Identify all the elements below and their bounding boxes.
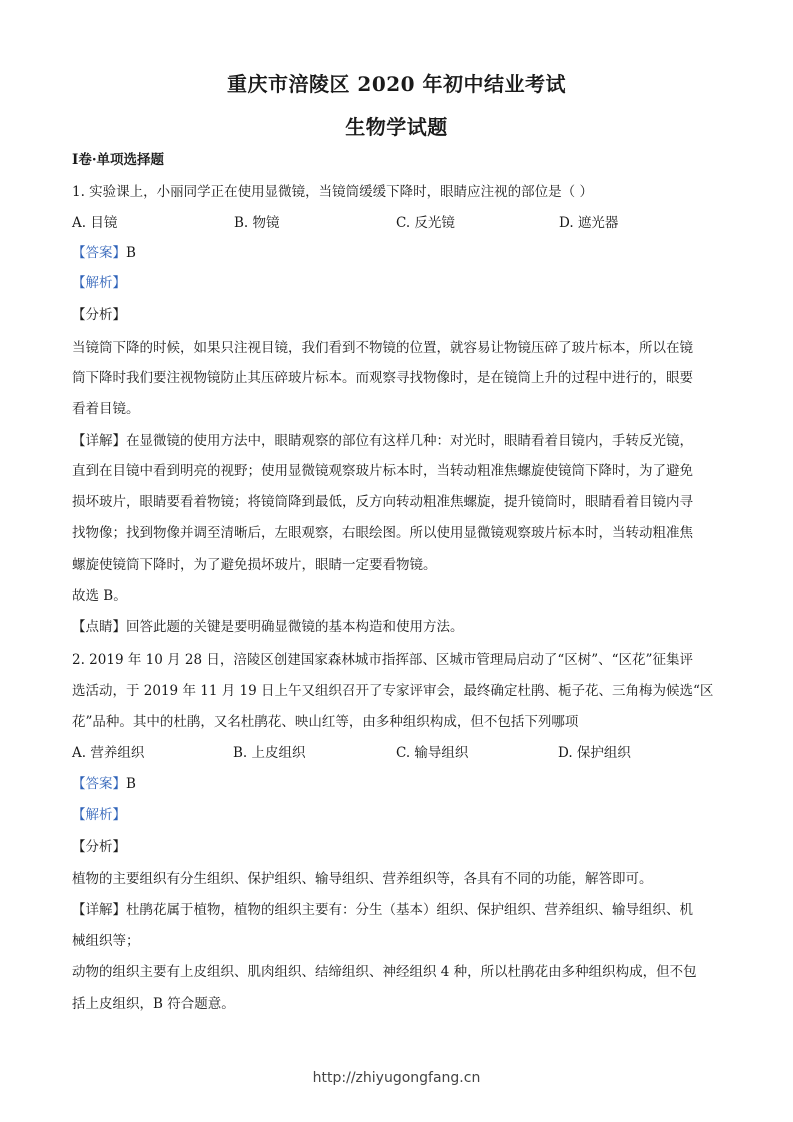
q1-fenxi-line: 当镜筒下降的时候，如果只注视目镜，我们看到不物镜的位置，就容易让物镜压碎了玻片标本，所以在镜 [72, 340, 693, 356]
q1-xiangjie-line [72, 431, 722, 451]
q1-option-a: A. 目镜 [72, 215, 118, 231]
q1-fenxi-line: 筒下降时我们要注视物镜防止其压碎玻片标本。而观察寻找物像时，是在镜筒上升的过程中进行的，眼要 [72, 370, 693, 386]
q1-dianjing [72, 617, 722, 637]
q2-answer [72, 774, 722, 794]
q1-fenxi-tag: 【分析】 [72, 307, 126, 323]
q2-stem-line: 选活动，于 2019 年 11 月 19 日上午又组织召开了专家评审会，最终确定杜鹃、栀子花、三角梅为候选“区 [72, 683, 714, 699]
q2-analysis-tag: 【解析】 [72, 807, 126, 823]
q1-answer-value: B [126, 245, 136, 261]
q1-xiangjie-text: 在显微镜的使用方法中，眼睛观察的部位有这样几种：对光时，眼睛看着目镜内，手转反光镜， [126, 433, 693, 449]
q2-option-c: C. 输导组织 [396, 745, 469, 761]
q1-dianjing-text: 回答此题的关键是要明确显微镜的基本构造和使用方法。 [126, 619, 464, 635]
q1-conclusion: 故选 B。 [72, 588, 127, 604]
q1-xiangjie-line: 直到在目镜中看到明亮的视野；使用显微镜观察玻片标本时，当转动粗准焦螺旋使镜筒下降时，为了避免 [72, 463, 693, 479]
q1-analysis-tag: 【解析】 [72, 275, 126, 291]
footer-url: http://zhiyugongfang.cn [312, 1070, 481, 1086]
q2-stem-line: 2. 2019 年 10 月 28 日，涪陵区创建国家森林城市指挥部、区城市管理局启动了“区树”、“区花”征集评 [72, 652, 693, 668]
q2-answer-value: B [126, 776, 136, 792]
q2-extra-line: 动物的组织主要有上皮组织、肌肉组织、结缔组织、神经组织 4 种，所以杜鹃花由多种组织构成，但不包 [72, 964, 697, 980]
q2-stem-line: 花”品种。其中的杜鹃，又名杜鹃花、映山红等，由多种组织构成，但不包括下列哪项 [72, 714, 579, 730]
q2-xiangjie-text: 杜鹃花属于植物，植物的组织主要有：分生（基本）组织、保护组织、营养组织、输导组织、机 [126, 902, 693, 918]
q1-stem: 1. 实验课上，小丽同学正在使用显微镜，当镜筒缓缓下降时，眼睛应注视的部位是（ ） [72, 184, 593, 200]
q1-answer [72, 243, 722, 263]
q1-option-b: B. 物镜 [234, 215, 280, 231]
q2-xiangjie-line: 械组织等； [72, 933, 140, 949]
q2-fenxi: 植物的主要组织有分生组织、保护组织、输导组织、营养组织等，各具有不同的功能，解答即可。 [72, 871, 653, 887]
q1-xiangjie-line: 找物像；找到物像并调至清晰后，左眼观察，右眼绘图。所以使用显微镜观察玻片标本时，当转动粗准焦 [72, 525, 693, 541]
q1-option-d: D. 遮光器 [559, 215, 619, 231]
q1-xiangjie-line: 螺旋使镜筒下降时，为了避免损坏玻片，眼睛一定要看物镜。 [72, 557, 437, 573]
q1-dianjing-tag: 【点睛】 [72, 619, 126, 635]
q2-option-d: D. 保护组织 [558, 745, 631, 761]
page-subtitle: 生物学试题 [345, 115, 448, 139]
q1-xiangjie-line: 损坏玻片，眼睛要看着物镜；将镜筒降到最低，反方向转动粗准焦螺旋，提升镜筒时，眼睛看着目镜内寻 [72, 494, 693, 510]
section-heading: Ⅰ卷·单项选择题 [72, 152, 165, 168]
q2-option-a: A. 营养组织 [72, 745, 145, 761]
q1-xiangjie-tag: 【详解】 [72, 433, 126, 449]
q2-extra-line: 括上皮组织，B 符合题意。 [72, 996, 235, 1012]
q2-fenxi-tag: 【分析】 [72, 839, 126, 855]
q2-answer-tag: 【答案】 [72, 776, 126, 792]
q1-answer-tag: 【答案】 [72, 245, 126, 261]
q2-xiangjie-tag: 【详解】 [72, 902, 126, 918]
q1-option-c: C. 反光镜 [396, 215, 455, 231]
q2-option-b: B. 上皮组织 [233, 745, 306, 761]
page-title: 重庆市涪陵区 2020 年初中结业考试 [226, 72, 567, 96]
q1-fenxi-line: 看着目镜。 [72, 401, 140, 417]
q2-xiangjie-line [72, 900, 722, 920]
